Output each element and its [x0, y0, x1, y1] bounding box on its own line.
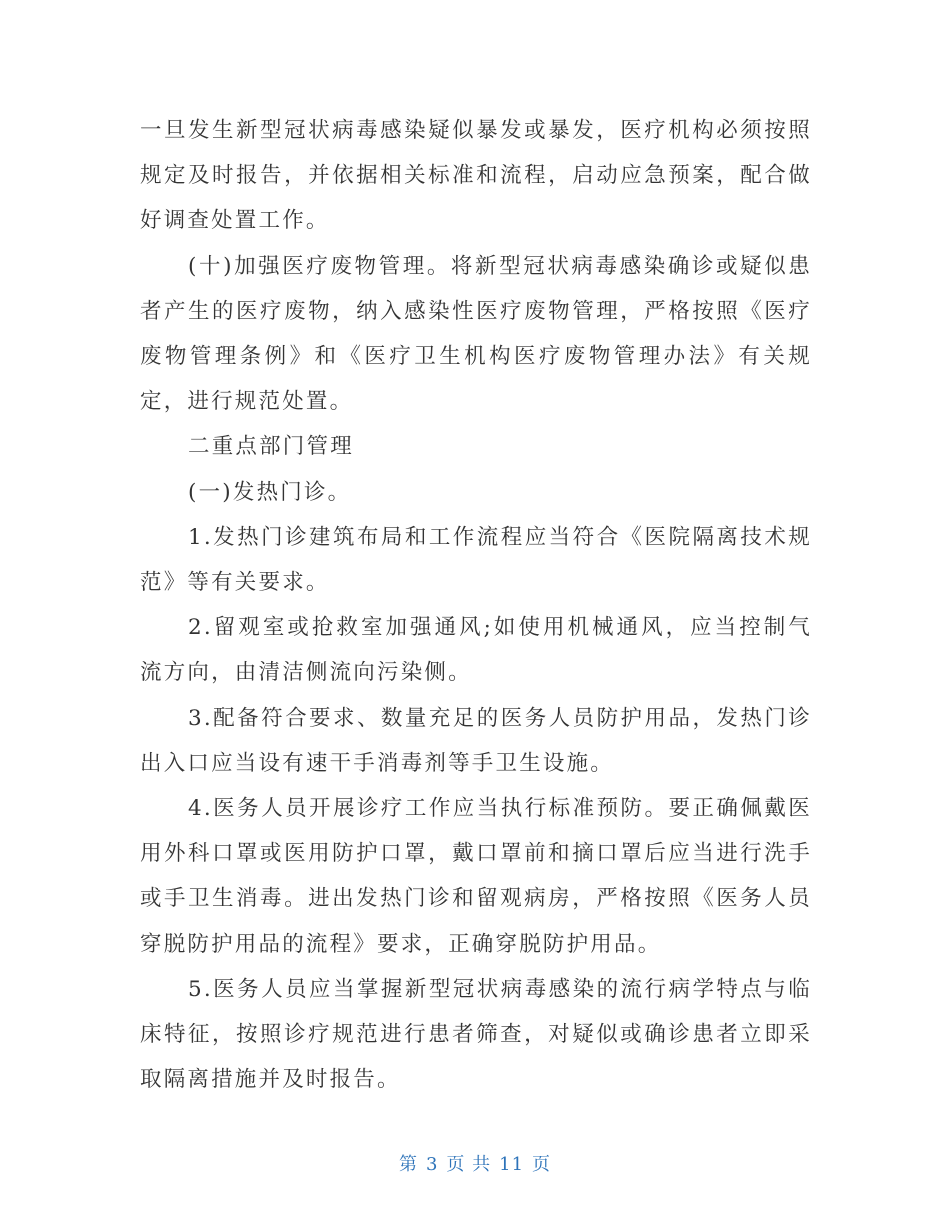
- footer-suffix: 页: [532, 1154, 552, 1175]
- list-item-5: 5.医务人员应当掌握新型冠状病毒感染的流行病学特点与临床特征，按照诊疗规范进行患者筛查，对疑似或确诊患者立即采取隔离措施并及时报告。: [140, 976, 812, 1093]
- subsection-heading: (一)发热门诊。: [188, 479, 352, 505]
- document-body: [140, 108, 812, 1102]
- paragraph-1: 一旦发生新型冠状病毒感染疑似暴发或暴发，医疗机构必须按照规定及时报告，并依据相关标准和流程，启动应急预案，配合做好调查处置工作。: [140, 118, 812, 234]
- paragraph-2: (十)加强医疗废物管理。将新型冠状病毒感染确诊或疑似患者产生的医疗废物，纳入感染性医疗废物管理，严格按照《医疗废物管理条例》和《医疗卫生机构医疗废物管理办法》有关规定，进行规范处置。: [140, 253, 812, 415]
- page-footer: [0, 1150, 950, 1176]
- footer-total-pages: 11: [499, 1154, 525, 1175]
- list-item-4: 4.医务人员开展诊疗工作应当执行标准预防。要正确佩戴医用外科口罩或医用防护口罩，戴口罩前和摘口罩后应当进行洗手或手卫生消毒。进出发热门诊和留观病房，严格按照《医务人员穿脱防护用品的流程》要求，正确穿脱防护用品。: [140, 796, 812, 957]
- list-item-2: 2.留观室或抢救室加强通风;如使用机械通风，应当控制气流方向，由清洁侧流向污染侧。: [140, 615, 812, 686]
- footer-current-page: 3: [425, 1154, 439, 1175]
- section-heading: 二重点部门管理: [188, 434, 354, 460]
- footer-prefix: 第: [398, 1154, 418, 1175]
- list-item-3: 3.配备符合要求、数量充足的医务人员防护用品，发热门诊出入口应当设有速干手消毒剂等手卫生设施。: [140, 705, 812, 776]
- list-item-1: 1.发热门诊建筑布局和工作流程应当符合《医院隔离技术规范》等有关要求。: [140, 524, 812, 596]
- footer-middle: 页 共: [446, 1154, 492, 1175]
